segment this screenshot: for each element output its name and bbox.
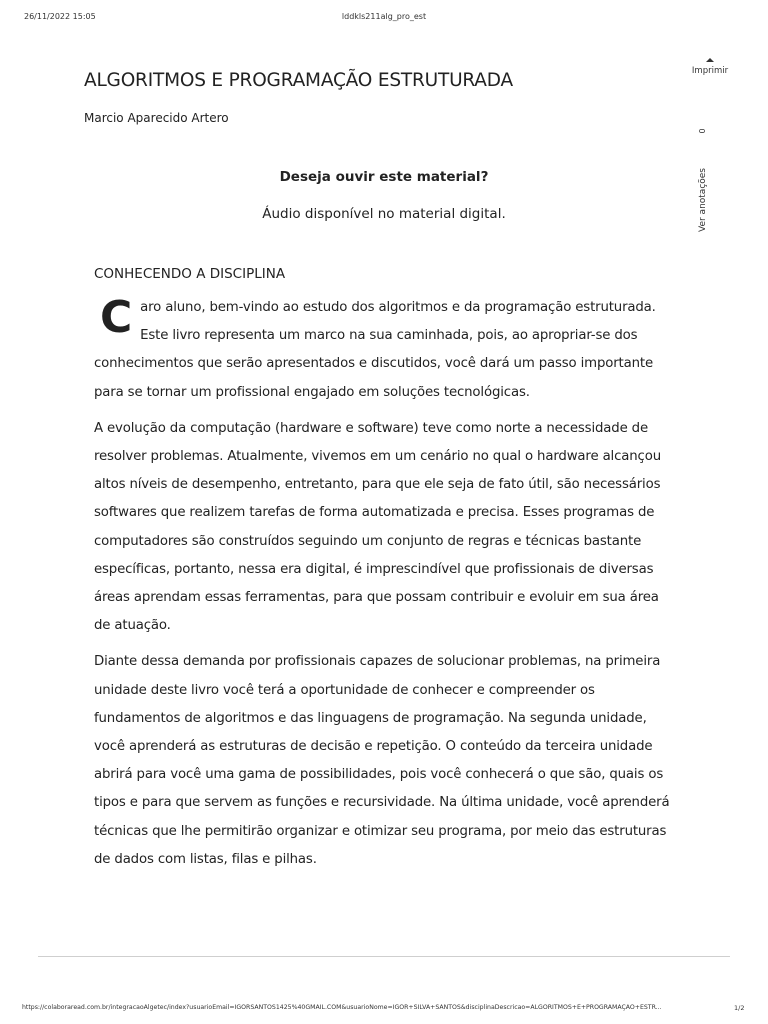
print-icon <box>706 58 714 62</box>
print-datetime: 26/11/2022 15:05 <box>24 12 96 21</box>
paragraph-1 <box>94 294 676 407</box>
paragraph-3: Diante dessa demanda por profissionais capazes de solucionar problemas, na primeira unidade deste livro você terá a oportunidade de conhecer e compreender os fundamentos de algoritmos e das linguagens de programação. Na segunda unidade, você aprenderá as estruturas de decisão e repetição. O conteúdo da terceira unidade abrirá para você uma gama de possibilidades, pois você conhecerá o que são, quais os tipos e para que servem as funções e recursividade. Na última unidade, você aprenderá técnicas que lhe permitirão organizar e otimizar seu programa, por meio das estruturas de dados com listas, filas e pilhas. <box>94 654 670 867</box>
audio-prompt-title: Deseja ouvir este material? <box>279 169 489 185</box>
footer-divider <box>38 956 730 957</box>
paragraph-1-text: aro aluno, bem-vindo ao estudo dos algoritmos e da programação estruturada. Este livro representa um marco na sua caminhada, pois, ao apropriar-se dos conhecimentos que serão apresentados e discutidos, você dará um passo importante para se tornar um profissional engajado em soluções tecnológicas. <box>94 300 656 400</box>
document-title: ALGORITMOS E PROGRAMAÇÃO ESTRUTURADA <box>84 70 513 91</box>
print-button[interactable] <box>688 58 732 76</box>
section-body <box>94 294 676 882</box>
print-footer-url: https://colaboraread.com.br/integracaoAlgetec/index?usuarioEmail=IGORSANTOS1425%40GMAIL.COM&usuarioNome=IGOR+SILVA+SANTOS&disciplinaDescricao=ALGORITMOS+E+PROGRAMAÇÃO+ESTR... <box>22 1004 662 1011</box>
document-author: Marcio Aparecido Artero <box>84 111 229 125</box>
view-annotations-button[interactable]: Ver anotações <box>698 167 708 233</box>
annotations-count-badge: 0 <box>698 128 707 134</box>
audio-prompt-subtitle: Áudio disponível no material digital. <box>262 206 506 222</box>
print-button-label: Imprimir <box>691 66 729 76</box>
print-filename: lddkls211alg_pro_est <box>341 12 427 21</box>
drop-cap: C <box>100 292 133 343</box>
paragraph-2: A evolução da computação (hardware e software) teve como norte a necessidade de resolver problemas. Atualmente, vivemos em um cenário no qual o hardware alcançou altos níveis de desempenho, entretanto, para que ele seja de fato útil, são necessários softwares que realizem tarefas de forma automatizada e precisa. Esses programas de computadores são construídos seguindo um conjunto de regras e técnicas bastante específicas, portanto, nessa era digital, é imprescindível que profissionais de diversas áreas aprendam essas ferramentas, para que possam contribuir e evoluir em sua área de atuação. <box>94 420 661 634</box>
print-page-number: 1/2 <box>734 1004 745 1012</box>
section-heading: CONHECENDO A DISCIPLINA <box>94 266 286 282</box>
